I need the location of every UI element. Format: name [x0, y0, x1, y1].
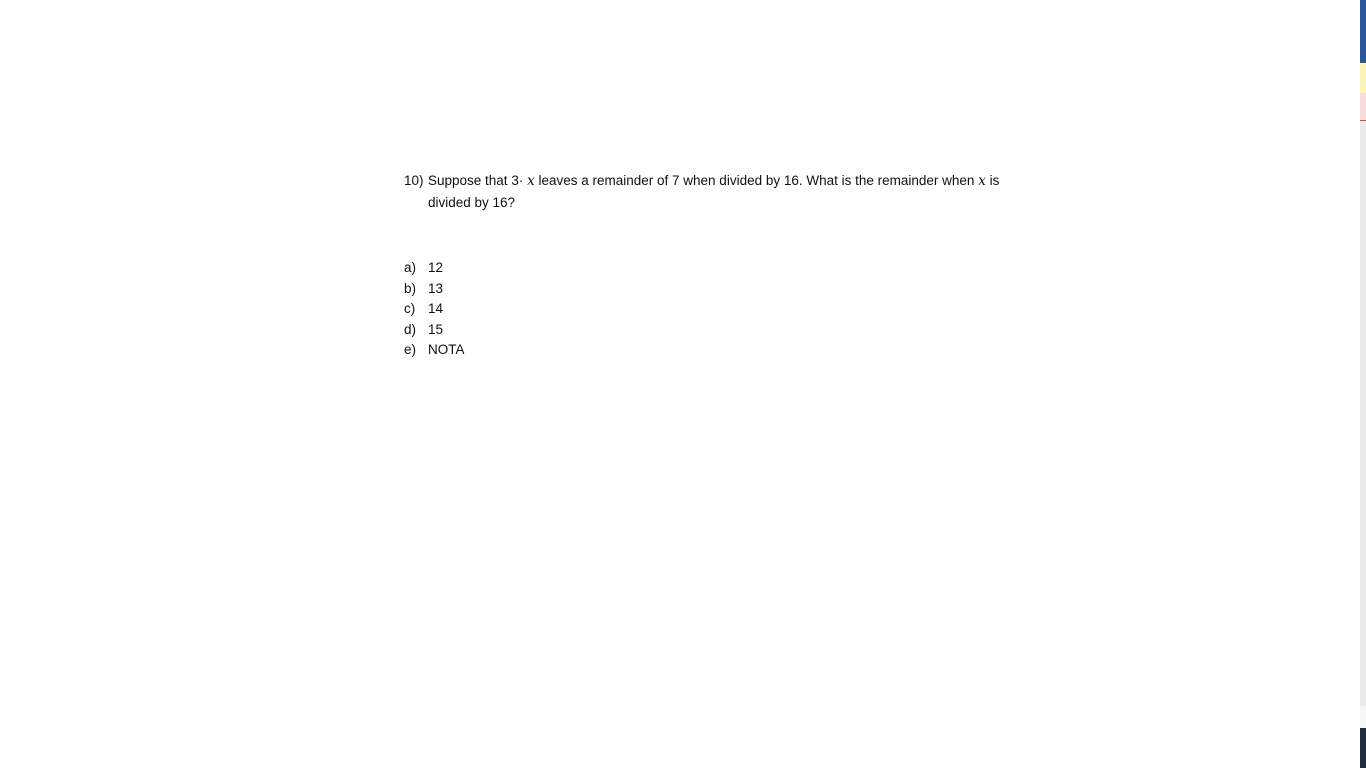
scrollbar-marker-yellow: [1360, 63, 1366, 93]
answer-option-c[interactable]: [404, 299, 465, 320]
answer-option-b[interactable]: [404, 279, 465, 300]
answer-value: 15: [428, 321, 444, 337]
answer-value: NOTA: [428, 342, 465, 357]
vertical-scrollbar[interactable]: [1360, 0, 1366, 768]
answer-option-a[interactable]: [404, 258, 465, 279]
scrollbar-thumb[interactable]: [1360, 728, 1366, 768]
answer-letter: a): [404, 260, 417, 275]
answer-letter: b): [404, 280, 417, 296]
answer-list: [404, 258, 465, 361]
answer-value: 12: [428, 260, 444, 275]
answer-option-e[interactable]: [404, 340, 465, 361]
answer-letter: d): [404, 321, 417, 337]
question-text: Suppose that 3· x leaves a remainder of 7 when divided by 16. What is the remainder when x is divided by 16?: [428, 173, 1000, 210]
answer-value: 13: [428, 280, 444, 296]
answer-value: 14: [428, 301, 444, 316]
question-block: [404, 170, 1004, 213]
scrollbar-marker-pink: [1360, 93, 1366, 121]
answer-option-d[interactable]: [404, 320, 465, 341]
scrollbar-marker-blue: [1360, 0, 1366, 63]
math-variable-x: x: [527, 173, 535, 189]
answer-letter: e): [404, 342, 417, 357]
math-variable-x: x: [978, 173, 986, 189]
scrollbar-track-light: [1360, 706, 1366, 728]
answer-letter: c): [404, 301, 416, 316]
question-number: 10): [404, 173, 424, 188]
